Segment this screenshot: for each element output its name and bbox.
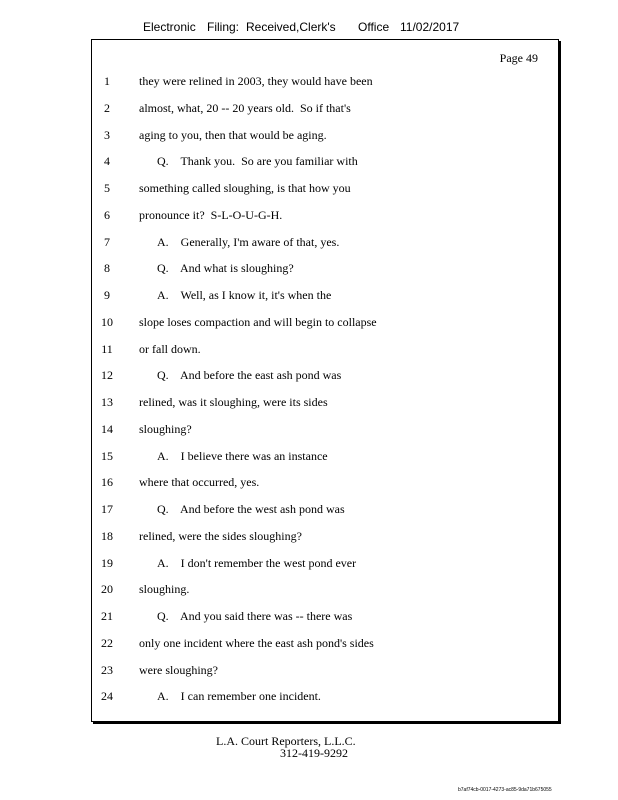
line-number: 2 <box>104 101 110 115</box>
transcript-line <box>0 582 618 598</box>
line-number: 22 <box>101 636 113 650</box>
page-number: Page 49 <box>499 51 538 65</box>
line-text: Q. And before the east ash pond was <box>157 368 342 382</box>
line-text: or fall down. <box>139 342 201 356</box>
line-number: 5 <box>104 181 110 195</box>
line-number: 19 <box>101 556 113 570</box>
line-number: 8 <box>104 261 110 275</box>
footer-phone: 312-419-9292 <box>280 746 348 760</box>
line-text: only one incident where the east ash pond's sides <box>139 636 374 650</box>
line-text: A. Generally, I'm aware of that, yes. <box>157 235 340 249</box>
line-text: relined, was it sloughing, were its sides <box>139 395 328 409</box>
line-text: something called sloughing, is that how you <box>139 181 351 195</box>
transcript-line <box>0 181 618 197</box>
line-number: 7 <box>104 235 110 249</box>
line-text: A. I can remember one incident. <box>157 689 321 703</box>
line-number: 9 <box>104 288 110 302</box>
line-number: 3 <box>104 128 110 142</box>
transcript-line <box>0 475 618 491</box>
line-number: 6 <box>104 208 110 222</box>
transcript-line <box>0 288 618 304</box>
line-number: 1 <box>104 74 110 88</box>
transcript-line <box>0 395 618 411</box>
transcript-line <box>0 556 618 572</box>
line-text: slope loses compaction and will begin to collapse <box>139 315 377 329</box>
line-number: 10 <box>101 315 113 329</box>
header-filing: Filing: <box>207 20 240 34</box>
transcript-line <box>0 235 618 251</box>
transcript-line <box>0 636 618 652</box>
line-text: Q. And what is sloughing? <box>157 261 294 275</box>
transcript-line <box>0 74 618 90</box>
transcript-line <box>0 342 618 358</box>
transcript-line <box>0 529 618 545</box>
line-text: they were relined in 2003, they would have been <box>139 74 373 88</box>
line-text: Q. Thank you. So are you familiar with <box>157 154 358 168</box>
line-number: 21 <box>101 609 113 623</box>
transcript-line <box>0 154 618 170</box>
transcript-line <box>0 689 618 705</box>
line-text: sloughing. <box>139 582 190 596</box>
header-electronic: Electronic <box>143 20 196 34</box>
transcript-line <box>0 128 618 144</box>
line-number: 12 <box>101 368 113 382</box>
line-text: A. I believe there was an instance <box>157 449 328 463</box>
transcript-line <box>0 315 618 331</box>
transcript-line <box>0 208 618 224</box>
line-number: 20 <box>101 582 113 596</box>
line-text: sloughing? <box>139 422 192 436</box>
line-text: where that occurred, yes. <box>139 475 260 489</box>
transcript-line <box>0 449 618 465</box>
transcript-line <box>0 663 618 679</box>
header-received: Received,Clerk's <box>246 20 336 34</box>
line-text: relined, were the sides sloughing? <box>139 529 302 543</box>
line-number: 14 <box>101 422 113 436</box>
line-text: A. I don't remember the west pond ever <box>157 556 357 570</box>
line-number: 15 <box>101 449 113 463</box>
transcript-line <box>0 261 618 277</box>
line-number: 11 <box>101 342 113 356</box>
transcript-line <box>0 101 618 117</box>
line-number: 17 <box>101 502 113 516</box>
header-date: 11/02/2017 <box>400 20 460 34</box>
line-text: Q. And before the west ash pond was <box>157 502 345 516</box>
footer-company: L.A. Court Reporters, L.L.C. <box>216 734 356 748</box>
header-office: Office <box>358 20 390 34</box>
line-text: pronounce it? S-L-O-U-G-H. <box>139 208 283 222</box>
line-text: almost, what, 20 -- 20 years old. So if that's <box>139 101 351 115</box>
line-number: 24 <box>101 689 113 703</box>
line-text: Q. And you said there was -- there was <box>157 609 353 623</box>
line-number: 18 <box>101 529 113 543</box>
filing-header <box>0 20 618 38</box>
line-number: 13 <box>101 395 113 409</box>
document-hash: b7af74cb-0017-4273-ac85-9da71b675055 <box>458 787 552 793</box>
line-text: were sloughing? <box>139 663 218 677</box>
transcript-line <box>0 368 618 384</box>
line-number: 4 <box>104 154 110 168</box>
line-text: aging to you, then that would be aging. <box>139 128 327 142</box>
line-number: 16 <box>101 475 113 489</box>
transcript-line <box>0 422 618 438</box>
line-number: 23 <box>101 663 113 677</box>
line-text: A. Well, as I know it, it's when the <box>157 288 332 302</box>
transcript-line <box>0 502 618 518</box>
transcript-line <box>0 609 618 625</box>
